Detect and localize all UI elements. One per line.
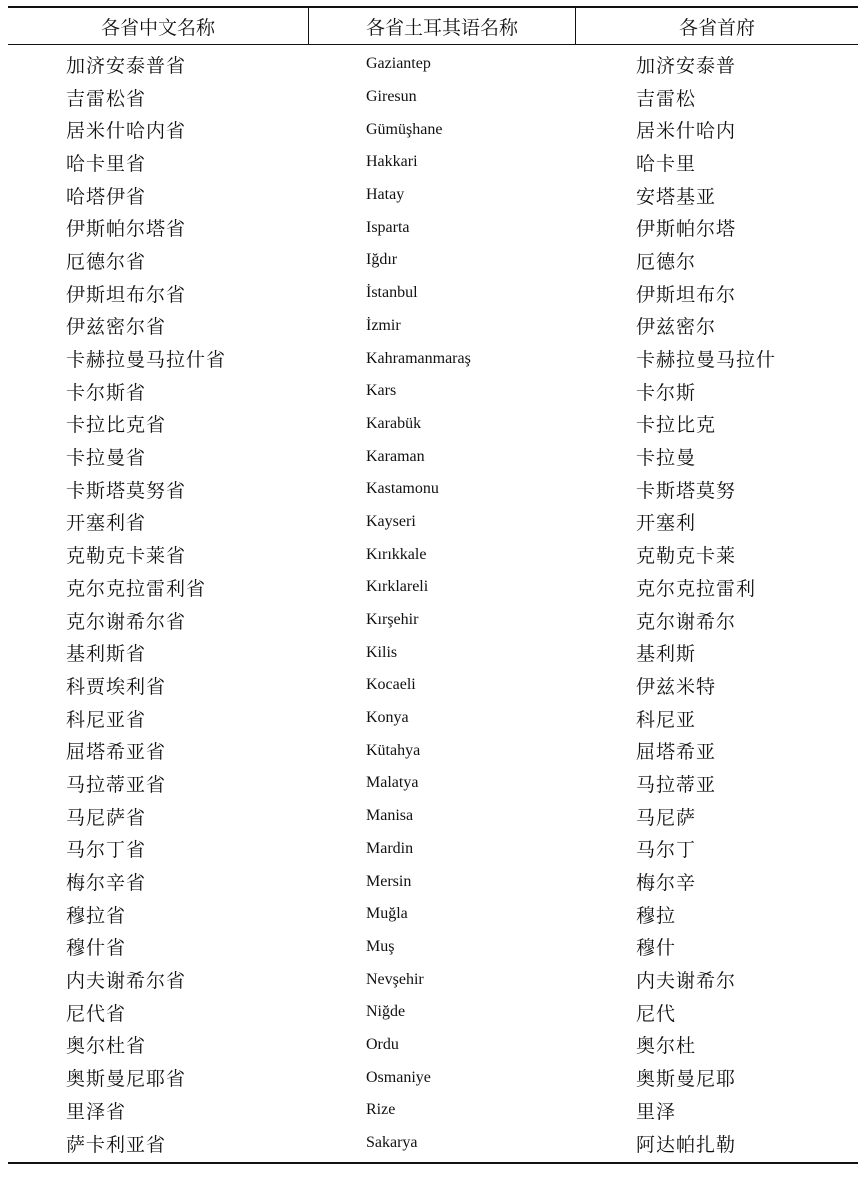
province-chinese-name: 里泽省 — [66, 1100, 127, 1123]
province-turkish-name: Iğdır — [366, 251, 398, 269]
province-capital: 奥尔杜 — [636, 1035, 697, 1058]
province-chinese-name: 穆什省 — [66, 937, 127, 960]
province-turkish-name: Giresun — [366, 88, 417, 106]
table-row — [8, 375, 858, 408]
province-turkish-name: Kahramanmaraş — [366, 349, 471, 367]
province-chinese-name: 卡拉比克省 — [66, 414, 167, 437]
table-row — [8, 571, 858, 604]
province-chinese-name: 克尔克拉雷利省 — [66, 577, 207, 600]
province-capital: 穆什 — [636, 937, 677, 960]
table-row — [8, 408, 858, 441]
province-capital: 克尔克拉雷利 — [636, 577, 757, 600]
province-chinese-name: 内夫谢希尔省 — [66, 970, 187, 993]
table-row — [8, 48, 858, 81]
province-capital: 克勒克卡莱 — [636, 545, 737, 568]
province-capital: 卡赫拉曼马拉什 — [636, 349, 777, 372]
province-turkish-name: Kilis — [366, 643, 398, 661]
province-capital: 伊兹密尔 — [636, 316, 717, 339]
province-capital: 厄德尔 — [636, 250, 697, 273]
table-row — [8, 767, 858, 800]
province-capital: 卡拉比克 — [636, 414, 717, 437]
province-chinese-name: 哈卡里省 — [66, 152, 147, 175]
table-row — [8, 669, 858, 702]
table-row — [8, 342, 858, 375]
province-chinese-name: 科尼亚省 — [66, 708, 147, 731]
table-row — [8, 604, 858, 637]
province-capital: 内夫谢希尔 — [636, 970, 737, 993]
province-capital: 马尔丁 — [636, 839, 697, 862]
provinces-table — [8, 6, 858, 1164]
province-chinese-name: 基利斯省 — [66, 643, 147, 666]
province-capital: 伊兹米特 — [636, 675, 717, 698]
table-row — [8, 833, 858, 866]
province-chinese-name: 吉雷松省 — [66, 87, 147, 110]
table-row — [8, 865, 858, 898]
province-capital: 吉雷松 — [636, 87, 697, 110]
province-turkish-name: Gümüşhane — [366, 120, 443, 138]
province-capital: 穆拉 — [636, 904, 677, 927]
table-row — [8, 963, 858, 996]
province-chinese-name: 居米什哈内省 — [66, 120, 187, 143]
province-turkish-name: Mersin — [366, 872, 412, 890]
province-chinese-name: 马尔丁省 — [66, 839, 147, 862]
province-capital: 马尼萨 — [636, 806, 697, 829]
province-capital: 尼代 — [636, 1002, 677, 1025]
province-chinese-name: 尼代省 — [66, 1002, 127, 1025]
province-chinese-name: 卡赫拉曼马拉什省 — [66, 349, 227, 372]
province-turkish-name: Kırşehir — [366, 611, 419, 629]
province-capital: 卡拉曼 — [636, 447, 697, 470]
table-row — [8, 113, 858, 146]
province-capital: 克尔谢希尔 — [636, 610, 737, 633]
table-row — [8, 1061, 858, 1094]
province-chinese-name: 克勒克卡莱省 — [66, 545, 187, 568]
province-turkish-name: Malatya — [366, 774, 419, 792]
province-chinese-name: 梅尔辛省 — [66, 872, 147, 895]
province-turkish-name: Muş — [366, 937, 395, 955]
header-turkish-name: 各省土耳其语名称 — [308, 8, 575, 44]
province-turkish-name: İzmir — [366, 316, 401, 334]
table-row — [8, 506, 858, 539]
province-capital: 里泽 — [636, 1100, 677, 1123]
province-turkish-name: Gaziantep — [366, 55, 431, 73]
table-row — [8, 310, 858, 343]
province-capital: 卡尔斯 — [636, 381, 697, 404]
table-row — [8, 244, 858, 277]
province-turkish-name: Karabük — [366, 414, 422, 432]
province-turkish-name: Rize — [366, 1101, 396, 1119]
province-capital: 开塞利 — [636, 512, 697, 535]
province-capital: 伊斯坦布尔 — [636, 283, 737, 306]
province-chinese-name: 厄德尔省 — [66, 250, 147, 273]
table-row — [8, 440, 858, 473]
province-capital: 加济安泰普 — [636, 54, 737, 77]
province-turkish-name: Isparta — [366, 218, 410, 236]
province-turkish-name: Karaman — [366, 447, 425, 465]
table-row — [8, 702, 858, 735]
province-capital: 伊斯帕尔塔 — [636, 218, 737, 241]
table-row — [8, 898, 858, 931]
province-chinese-name: 萨卡利亚省 — [66, 1133, 167, 1156]
province-capital: 安塔基亚 — [636, 185, 717, 208]
province-capital: 基利斯 — [636, 643, 697, 666]
province-chinese-name: 伊斯坦布尔省 — [66, 283, 187, 306]
province-turkish-name: İstanbul — [366, 284, 418, 302]
province-turkish-name: Kayseri — [366, 512, 416, 530]
province-turkish-name: Hakkari — [366, 153, 418, 171]
province-capital: 奥斯曼尼耶 — [636, 1068, 737, 1091]
table-row — [8, 179, 858, 212]
province-chinese-name: 哈塔伊省 — [66, 185, 147, 208]
province-chinese-name: 开塞利省 — [66, 512, 147, 535]
province-capital: 哈卡里 — [636, 152, 697, 175]
province-turkish-name: Niğde — [366, 1003, 406, 1021]
province-chinese-name: 克尔谢希尔省 — [66, 610, 187, 633]
province-capital: 屈塔希亚 — [636, 741, 717, 764]
province-chinese-name: 奥斯曼尼耶省 — [66, 1068, 187, 1091]
province-chinese-name: 科贾埃利省 — [66, 675, 167, 698]
province-chinese-name: 卡斯塔莫努省 — [66, 479, 187, 502]
table-body — [8, 45, 858, 1162]
header-chinese-name: 各省中文名称 — [100, 16, 215, 39]
table-row — [8, 1127, 858, 1160]
table-row — [8, 473, 858, 506]
province-chinese-name: 伊兹密尔省 — [66, 316, 167, 339]
table-header — [8, 8, 858, 45]
table-row — [8, 538, 858, 571]
province-chinese-name: 卡拉曼省 — [66, 447, 147, 470]
province-capital: 卡斯塔莫努 — [636, 479, 737, 502]
table-row — [8, 211, 858, 244]
table-row — [8, 734, 858, 767]
province-turkish-name: Nevşehir — [366, 970, 424, 988]
province-turkish-name: Konya — [366, 709, 409, 727]
province-turkish-name: Kütahya — [366, 741, 421, 759]
province-turkish-name: Mardin — [366, 839, 414, 857]
province-capital: 马拉蒂亚 — [636, 773, 717, 796]
province-turkish-name: Hatay — [366, 186, 405, 204]
table-row — [8, 931, 858, 964]
province-chinese-name: 穆拉省 — [66, 904, 127, 927]
province-capital: 居米什哈内 — [636, 120, 737, 143]
province-turkish-name: Sakarya — [366, 1134, 418, 1152]
table-row — [8, 277, 858, 310]
province-capital: 科尼亚 — [636, 708, 697, 731]
table-row — [8, 1094, 858, 1127]
province-chinese-name: 马尼萨省 — [66, 806, 147, 829]
province-turkish-name: Kocaeli — [366, 676, 416, 694]
table-row — [8, 996, 858, 1029]
province-chinese-name: 屈塔希亚省 — [66, 741, 167, 764]
table-row — [8, 1029, 858, 1062]
province-capital: 梅尔辛 — [636, 872, 697, 895]
province-capital: 阿达帕扎勒 — [636, 1133, 737, 1156]
province-turkish-name: Kars — [366, 382, 397, 400]
province-chinese-name: 卡尔斯省 — [66, 381, 147, 404]
header-capital: 各省首府 — [575, 8, 858, 44]
province-turkish-name: Ordu — [366, 1035, 399, 1053]
table-row — [8, 146, 858, 179]
province-turkish-name: Manisa — [366, 807, 414, 825]
province-chinese-name: 奥尔杜省 — [66, 1035, 147, 1058]
table-row — [8, 81, 858, 114]
province-turkish-name: Muğla — [366, 905, 408, 923]
province-chinese-name: 马拉蒂亚省 — [66, 773, 167, 796]
province-chinese-name: 加济安泰普省 — [66, 54, 187, 77]
table-row — [8, 636, 858, 669]
province-turkish-name: Kastamonu — [366, 480, 439, 498]
province-chinese-name: 伊斯帕尔塔省 — [66, 218, 187, 241]
table-row — [8, 800, 858, 833]
province-turkish-name: Osmaniye — [366, 1068, 431, 1086]
province-turkish-name: Kırıkkale — [366, 545, 427, 563]
province-turkish-name: Kırklareli — [366, 578, 429, 596]
